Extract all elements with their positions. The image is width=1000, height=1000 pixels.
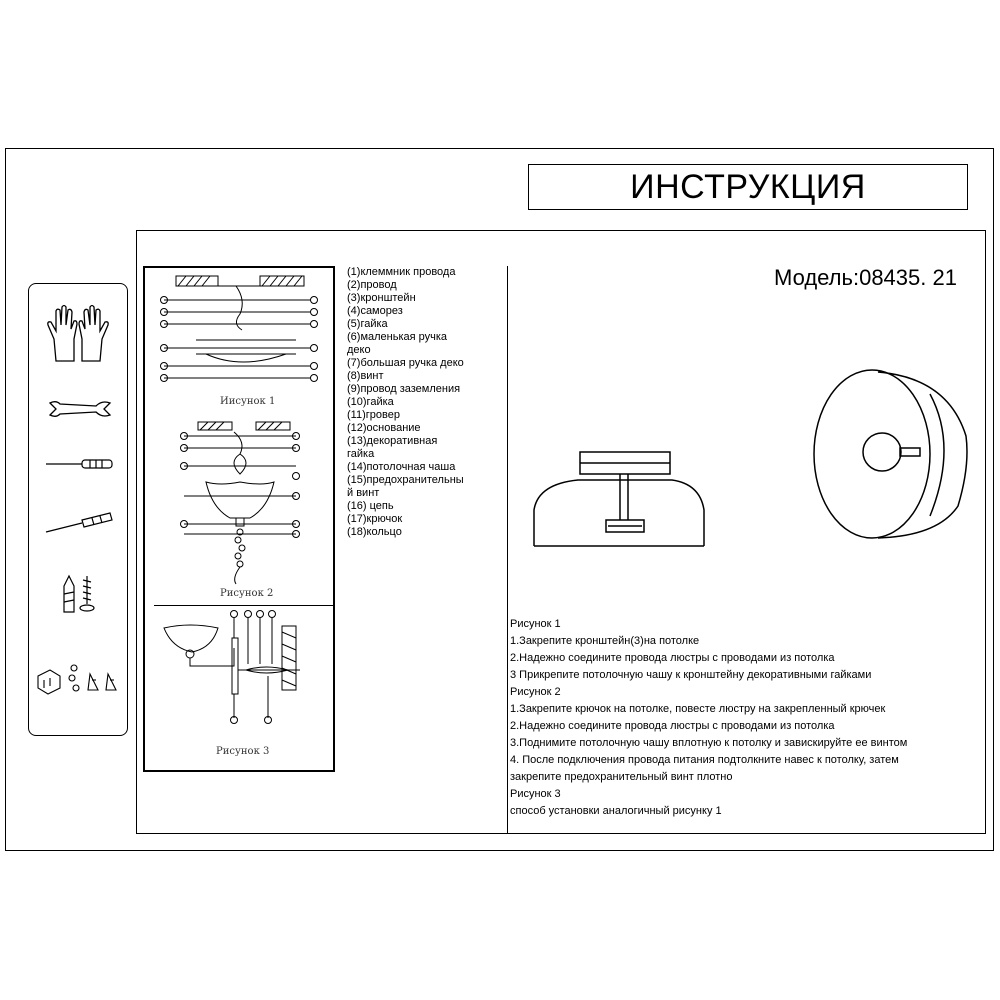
step-heading: Рисунок 2 (510, 686, 561, 698)
list-item: 2.Надежно соедините провода люстры с проводами из потолка (510, 720, 835, 732)
list-item: (7)большая ручка деко (347, 357, 464, 369)
page-title: ИНСТРУКЦИЯ (528, 164, 968, 210)
screwdriver-icon (44, 455, 116, 473)
list-item: 3.Поднимите потолочную чашу вплотную к потолку и завискируйте ее винтом (510, 737, 908, 749)
list-item: (14)потолочная чаша (347, 461, 456, 473)
list-item: 4. После подключения провода питания подтолкните навес к потолку, затем (510, 754, 899, 766)
figure-2-caption: Рисунок 2 (220, 588, 274, 599)
figure-1-caption: Иисунок 1 (220, 396, 276, 407)
figure-3-diagram (160, 608, 330, 748)
column-divider (507, 266, 508, 834)
list-item: (15)предохранительны (347, 474, 464, 486)
list-item: 2.Надежно соедините провода люстры с проводами из потолка (510, 652, 835, 664)
terminal-parts-icon (34, 660, 126, 696)
list-item: (17)крючок (347, 513, 403, 525)
diagram-separator (154, 605, 334, 606)
list-item: (8)винт (347, 370, 384, 382)
list-item: деко (347, 344, 371, 356)
list-item: закрепите предохранительный винт плотно (510, 771, 733, 783)
list-item: гайка (347, 448, 375, 460)
gloves-icon (44, 303, 116, 363)
lamp-front-view (808, 366, 978, 546)
step-heading: Рисунок 1 (510, 618, 561, 630)
list-item: (6)маленькая ручка (347, 331, 448, 343)
step-heading: Рисунок 3 (510, 788, 561, 800)
installation-steps (510, 616, 980, 820)
list-item: (18)кольцо (347, 526, 402, 538)
list-item: (1)клеммник провода (347, 266, 456, 278)
list-item: 1.Закрепите кронштейн(3)на потолке (510, 635, 700, 647)
list-item: (11)гровер (347, 409, 400, 421)
list-item: 3 Прикрепите потолочную чашу к кронштейну декоративными гайками (510, 669, 872, 681)
list-item: (3)кронштейн (347, 292, 416, 304)
anchor-screw-icon (54, 572, 104, 616)
list-item: (2)провод (347, 279, 397, 291)
list-item: (10)гайка (347, 396, 394, 408)
list-item: (5)гайка (347, 318, 388, 330)
figure-3-caption: Рисунок 3 (216, 746, 270, 757)
lamp-side-view (528, 448, 708, 548)
list-item: способ установки аналогичный рисунку 1 (510, 805, 722, 817)
list-item: (16) цепь (347, 500, 394, 512)
list-item: (4)саморез (347, 305, 403, 317)
list-item: (12)основание (347, 422, 421, 434)
wrench-icon (46, 398, 114, 420)
list-item: й винт (347, 487, 380, 499)
list-item: 1.Закрепите крючок на потолке, повесте люстру на закрепленный крючек (510, 703, 886, 715)
figure-2-diagram (170, 418, 310, 590)
model-number: Модель:08435. 21 (774, 265, 957, 290)
parts-list (347, 266, 487, 539)
screwdriver-angled-icon (44, 510, 116, 536)
list-item: (13)декоративная (347, 435, 438, 447)
list-item: (9)провод заземления (347, 383, 461, 395)
